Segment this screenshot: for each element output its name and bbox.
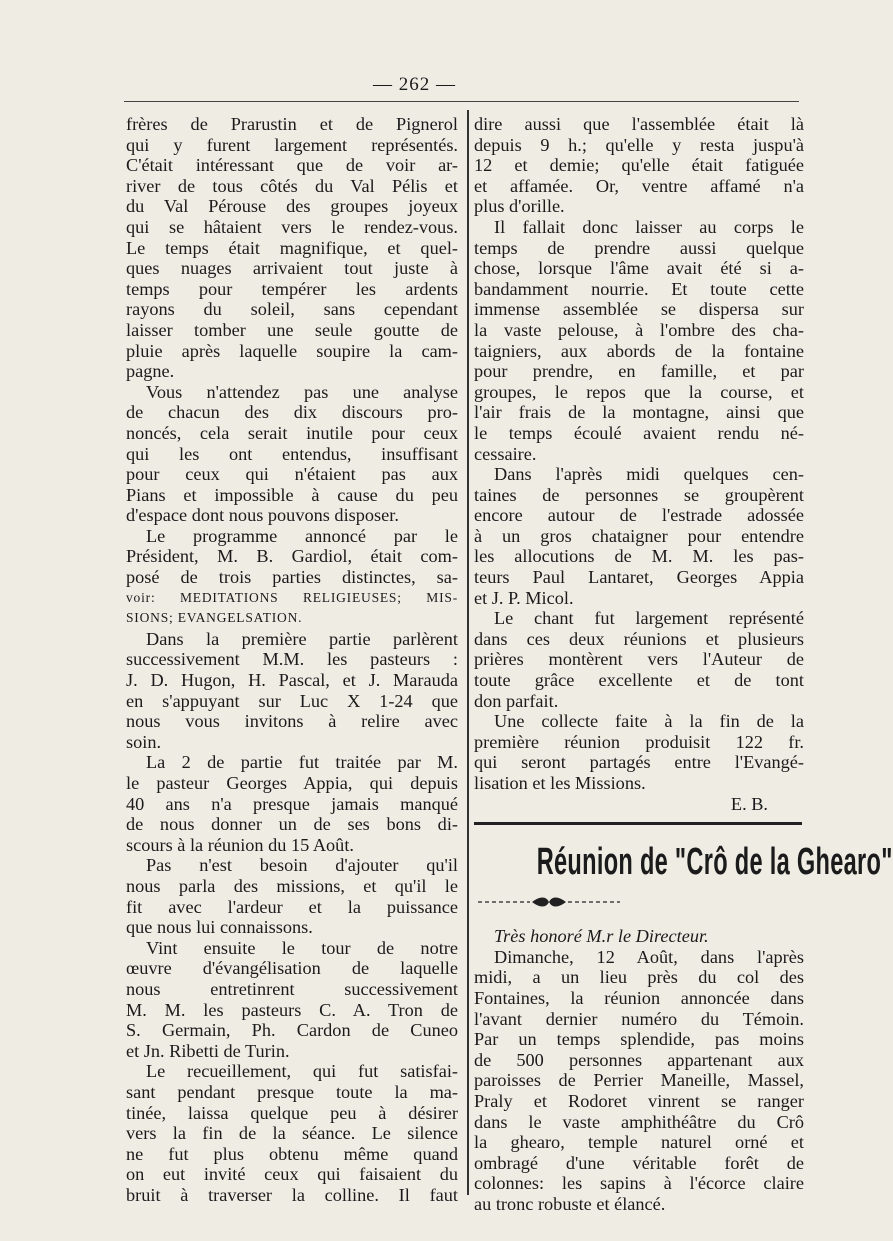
- left-column-line: Le programme annoncé par le: [146, 525, 458, 546]
- right-column-top-line: Dans l'après midi quelques cen-: [494, 464, 804, 485]
- right-column-top-line: Le chant fut largement représenté: [494, 608, 804, 629]
- left-column-line: d'espace dont nous pouvons disposer.: [126, 505, 399, 526]
- right-column-top-line: bandamment nourrie. Et toute cette: [474, 278, 804, 299]
- right-column-top-line: toute grâce excellente et de tont: [474, 670, 804, 691]
- left-column-line: Le recueillement, qui fut satisfai-: [146, 1061, 458, 1082]
- left-column-line: on eut invité ceux qui faisaient du: [126, 1164, 458, 1185]
- left-column-line: Pians et impossible à cause du peu: [126, 484, 458, 505]
- left-column-line: voir: MEDITATIONS RELIGIEUSES; MIS-: [126, 589, 458, 605]
- left-column-line: SIONS; EVANGELSATION.: [126, 610, 303, 626]
- left-column-line: M. M. les pasteurs C. A. Tron de: [126, 999, 458, 1020]
- left-column-line: rayons du soleil, sans cependant: [126, 299, 458, 320]
- left-column-line: temps pour tempérer les ardents: [126, 278, 458, 299]
- left-column-line: 40 ans n'a presque jamais manqué: [126, 793, 458, 814]
- left-column-line: La 2 de partie fut traitée par M.: [146, 752, 458, 773]
- right-column-bottom-line: de 500 personnes appartenant aux: [474, 1049, 804, 1070]
- section-title: Réunion de "Crô de la Ghearo": [536, 841, 893, 884]
- left-column-line: S. Germain, Ph. Cardon de Cuneo: [126, 1020, 458, 1041]
- left-column-line: C'était intéressant que de voir ar-: [126, 155, 458, 176]
- right-column-top-line: première réunion produisit 122 fr.: [474, 731, 804, 752]
- right-column-top-line: encore autour de l'estrade adossée: [474, 505, 804, 526]
- right-column-top-line: immense assemblée se dispersa sur: [474, 299, 804, 320]
- right-column-top-line: don parfait.: [474, 690, 559, 711]
- left-column-line: pour ceux qui n'étaient pas aux: [126, 464, 458, 485]
- right-column-bottom-line: Par un temps splendide, pas moins: [474, 1029, 804, 1050]
- left-column-line: frères de Prarustin et de Pignerol: [126, 114, 458, 134]
- left-column-line: du Val Pérouse des groupes joyeux: [126, 196, 458, 217]
- right-column-bottom-line: la ghearo, temple naturel orné et: [474, 1132, 804, 1153]
- left-column-line: qui les ont entendus, insuffisant: [126, 443, 458, 464]
- header-rule: [124, 101, 799, 102]
- right-column-top-line: dire aussi que l'assemblée était là: [474, 114, 804, 134]
- right-column-top-line: groupes, le repos que la course, et: [474, 381, 804, 402]
- left-column-line: de chacun des dix discours pro-: [126, 402, 458, 423]
- left-column-line: river de tous côtés du Val Pélis et: [126, 175, 458, 196]
- left-column-line: vers la fin de la séance. Le silence: [126, 1123, 458, 1144]
- left-column-line: tinée, laissa quelque peu à désirer: [126, 1102, 458, 1123]
- left-column-line: ques nuages arrivaient tout juste à: [126, 258, 458, 279]
- right-column-top-line: temps de prendre aussi quelque: [474, 237, 804, 258]
- left-column-line: laisser tomber une seule goutte de: [126, 319, 458, 340]
- left-column-line: Président, M. B. Gardiol, était com-: [126, 546, 458, 567]
- right-column-bottom-text: [474, 926, 804, 1214]
- left-column: [126, 114, 458, 1205]
- right-column-bottom-line: dans le vaste amphithéâtre du Crô: [474, 1111, 804, 1132]
- right-column-top-line: et J. P. Micol.: [474, 587, 574, 608]
- ornament-divider-icon: [474, 895, 624, 909]
- right-column-top-line: Une collecte faite à la fin de la: [494, 711, 804, 732]
- left-column-line: de nous donner un de ses bons di-: [126, 814, 458, 835]
- left-column-line: qui se hâtaient vers le rendez-vous.: [126, 216, 458, 237]
- right-column-top-line: Il fallait donc laisser au corps le: [494, 216, 804, 237]
- left-column-line: Vint ensuite le tour de notre: [146, 937, 458, 958]
- left-column-line: sant pendant presque toute la ma-: [126, 1081, 458, 1102]
- right-column-bottom-line: ombragé d'une véritable forêt de: [474, 1152, 804, 1173]
- left-column-line: œuvre d'évangélisation de laquelle: [126, 958, 458, 979]
- left-column-line: nous vous invitons à relire avec: [126, 711, 458, 732]
- right-column-top-line: depuis 9 h.; qu'elle y resta juspu'à: [474, 134, 804, 155]
- page-number: — 262 —: [373, 74, 456, 95]
- right-column-top-line: taigniers, aux abords de la fontaine: [474, 340, 804, 361]
- right-column-top-line: à un gros chataigner pour entendre: [474, 525, 804, 546]
- right-column-top-line: teurs Paul Lantaret, Georges Appia: [474, 567, 804, 588]
- right-column-top-line: E. B.: [730, 793, 768, 814]
- right-column-top-line: taines de personnes se groupèrent: [474, 484, 804, 505]
- left-column-line: Vous n'attendez pas une analyse: [146, 381, 458, 402]
- right-column-top-text: [474, 114, 804, 814]
- left-column-line: le pasteur Georges Appia, qui depuis: [126, 773, 458, 793]
- left-column-line: pagne.: [126, 361, 175, 382]
- right-column-top-line: pour prendre, en famille, et par: [474, 361, 804, 382]
- right-column-top-line: et affamée. Or, ventre affamé n'a: [474, 175, 804, 196]
- right-column-top-line: chose, lorsque l'âme avait été si a-: [474, 258, 804, 279]
- right-column-top-line: cessaire.: [474, 443, 537, 464]
- left-column-line: successivement M.M. les pasteurs :: [126, 649, 458, 670]
- left-column-line: que nous lui connaissons.: [126, 917, 313, 938]
- left-column-line: en s'appuyant sur Luc X 1-24 que: [126, 690, 458, 711]
- right-column-bottom-line: Dimanche, 12 Août, dans l'après: [494, 946, 804, 967]
- right-column-bottom-line: l'avant dernier numéro du Témoin.: [474, 1008, 804, 1029]
- right-column-bottom-line: Praly et Rodoret vinrent se ranger: [474, 1090, 804, 1111]
- left-column-line: Dans la première partie parlèrent: [146, 628, 458, 649]
- left-column-line: posé de trois parties distinctes, sa-: [126, 567, 458, 588]
- left-column-line: soin.: [126, 731, 162, 752]
- right-column: [474, 114, 893, 1215]
- right-column-bottom-line: colonnes: les sapins à l'écorce claire: [474, 1173, 804, 1194]
- left-column-line: noncés, cela serait inutile pour ceux: [126, 422, 458, 443]
- left-column-line: Le temps était magnifique, et quel-: [126, 237, 458, 258]
- left-column-line: Pas n'est besoin d'ajouter qu'il: [146, 855, 458, 876]
- column-divider: [467, 110, 469, 1195]
- right-column-top-line: l'air frais de la montagne, ainsi que: [474, 402, 804, 423]
- left-column-line: qui y furent largement représentés.: [126, 134, 458, 155]
- right-column-bottom-line: au tronc robuste et élancé.: [474, 1193, 666, 1214]
- right-column-top-line: 12 et demie; qu'elle était fatiguée: [474, 155, 804, 176]
- left-column-line: scours à la réunion du 15 Août.: [126, 834, 354, 855]
- right-column-bottom-line: Fontaines, la réunion annoncée dans: [474, 987, 804, 1008]
- right-column-top-line: lisation et les Missions.: [474, 773, 646, 793]
- left-column-line: J. D. Hugon, H. Pascal, et J. Marauda: [126, 670, 458, 691]
- right-column-top-line: la vaste pelouse, à l'ombre des cha-: [474, 319, 804, 340]
- right-column-top-line: plus d'orille.: [474, 196, 565, 217]
- right-column-top-line: les allocutions de M. M. les pas-: [474, 546, 804, 567]
- left-column-line: fit avec l'ardeur et la puissance: [126, 896, 458, 917]
- right-column-bottom-line: midi, a un lieu près du col des: [474, 967, 804, 988]
- left-column-line: nous entretinrent successivement: [126, 978, 458, 999]
- left-column-line: bruit à traverser la colline. Il faut: [126, 1184, 458, 1205]
- right-column-bottom-line: paroisses de Perrier Maneille, Massel,: [474, 1070, 804, 1091]
- right-column-top-line: dans ces deux réunions et plusieurs: [474, 628, 804, 649]
- right-column-top-line: le temps écoulé avaient rendu né-: [474, 422, 804, 443]
- left-column-line: ne fut plus obtenu même quand: [126, 1143, 458, 1164]
- left-column-line: et Jn. Ribetti de Turin.: [126, 1040, 290, 1061]
- right-column-top-line: qui seront partagés entre l'Evangé-: [474, 752, 804, 773]
- right-column-bottom-line: Très honoré M.r le Directeur.: [494, 926, 709, 947]
- right-column-top-line: prières montèrent vers l'Auteur de: [474, 649, 804, 670]
- left-column-line: nous parla des missions, et qu'il le: [126, 875, 458, 896]
- section-rule: [474, 822, 802, 825]
- left-column-line: pluie après laquelle soupire la cam-: [126, 340, 458, 361]
